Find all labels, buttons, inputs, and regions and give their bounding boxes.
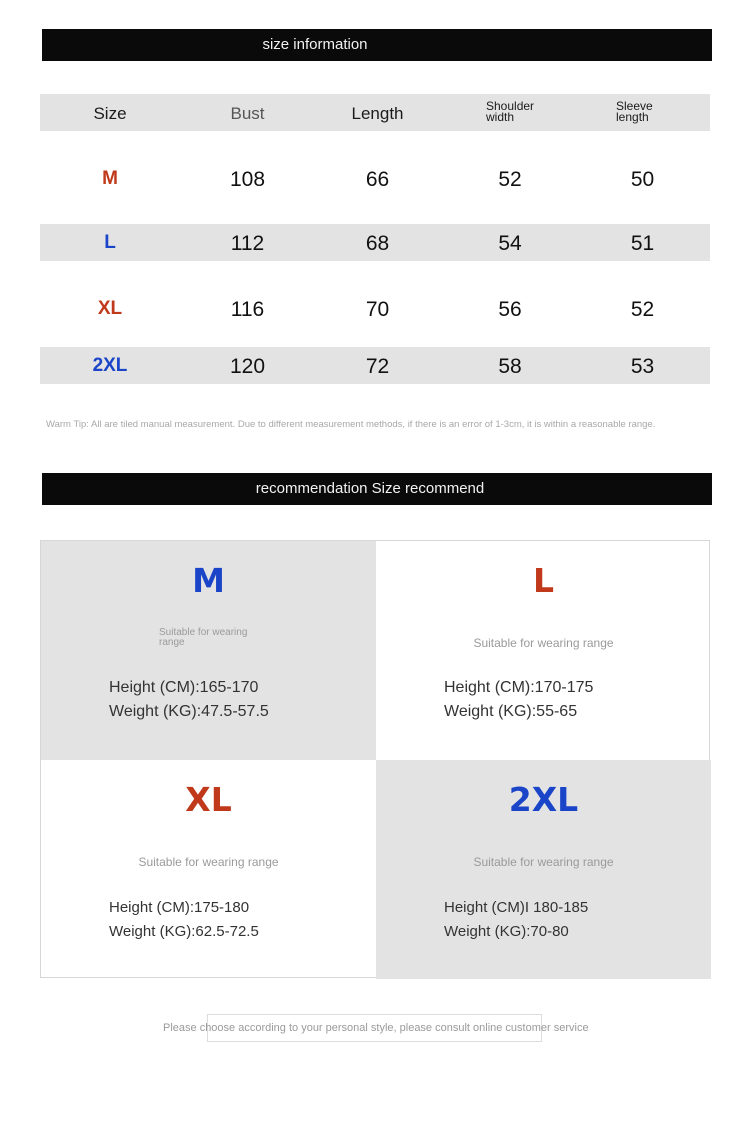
table-row <box>40 280 710 340</box>
row-sleeve: 51 <box>630 232 655 255</box>
card-height: Height (CM):175-180 <box>109 899 250 916</box>
row-size: 2XL <box>92 355 128 376</box>
card-height: Height (CM):170-175 <box>444 679 594 696</box>
table-row <box>40 150 710 210</box>
card-size-label: XL <box>185 780 232 819</box>
card-weight: Weight (KG):47.5-57.5 <box>109 703 269 720</box>
card-suitable-text: Suitable for wearing range <box>473 636 614 650</box>
row-shoulder: 52 <box>498 168 522 191</box>
header-bust: Bust <box>230 104 265 123</box>
card-weight: Weight (KG):70-80 <box>444 923 569 940</box>
recommend-card-xl <box>41 760 376 979</box>
recommendation-title: recommendation Size recommend <box>255 480 485 497</box>
recommend-card-2xl <box>376 760 711 979</box>
row-length: 66 <box>365 168 390 191</box>
row-bust: 108 <box>229 168 266 191</box>
card-height: Height (CM):165-170 <box>109 679 259 696</box>
size-information-title: size information <box>262 36 368 53</box>
card-measurements <box>444 676 593 724</box>
recommendation-banner <box>42 473 712 505</box>
recommend-card-l <box>376 541 711 760</box>
row-shoulder: 58 <box>498 355 522 378</box>
row-bust: 116 <box>230 298 265 321</box>
card-measurements <box>109 676 269 724</box>
card-weight: Weight (KG):62.5-72.5 <box>109 923 259 940</box>
size-information-banner <box>42 29 712 61</box>
row-length: 70 <box>365 298 390 321</box>
warm-tip: Warm Tip: All are tiled manual measurement. Due to different measurement methods, if there is an error of 1-3cm, it is within a reasonable range. <box>46 419 656 430</box>
row-sleeve: 53 <box>630 355 655 378</box>
footer-note: Please choose according to your personal style, please consult online customer service <box>163 1022 589 1034</box>
card-measurements <box>109 896 259 944</box>
row-sleeve: 52 <box>630 298 655 321</box>
row-size: M <box>102 168 118 189</box>
row-size: XL <box>97 298 123 319</box>
size-table-header <box>40 94 710 131</box>
card-measurements <box>444 896 588 944</box>
card-height: Height (CM)I 180-185 <box>444 899 589 916</box>
card-suitable-text: Suitable for wearing range <box>473 855 614 869</box>
row-bust: 112 <box>230 232 265 255</box>
row-length: 72 <box>365 355 390 378</box>
row-shoulder: 56 <box>498 298 522 321</box>
size-recommend-grid <box>40 540 710 978</box>
header-length: Length <box>351 104 404 123</box>
table-row <box>40 347 710 384</box>
row-bust: 120 <box>229 355 266 378</box>
card-size-label: 2XL <box>508 780 579 819</box>
card-size-label: M <box>192 561 225 600</box>
recommend-card-m <box>41 541 376 760</box>
row-length: 68 <box>365 232 390 255</box>
header-sleeve-length: Sleeve length <box>616 99 653 124</box>
card-suitable-text: Suitable for wearing range <box>138 855 279 869</box>
header-shoulder-width: Shoulder width <box>486 99 535 124</box>
row-sleeve: 50 <box>630 168 655 191</box>
card-weight: Weight (KG):55-65 <box>444 703 578 720</box>
card-size-label: L <box>532 561 555 600</box>
table-row <box>40 224 710 261</box>
row-size: L <box>104 232 116 253</box>
card-suitable-text: Suitable for wearing range <box>159 627 248 648</box>
header-size: Size <box>93 104 127 123</box>
row-shoulder: 54 <box>498 232 522 255</box>
